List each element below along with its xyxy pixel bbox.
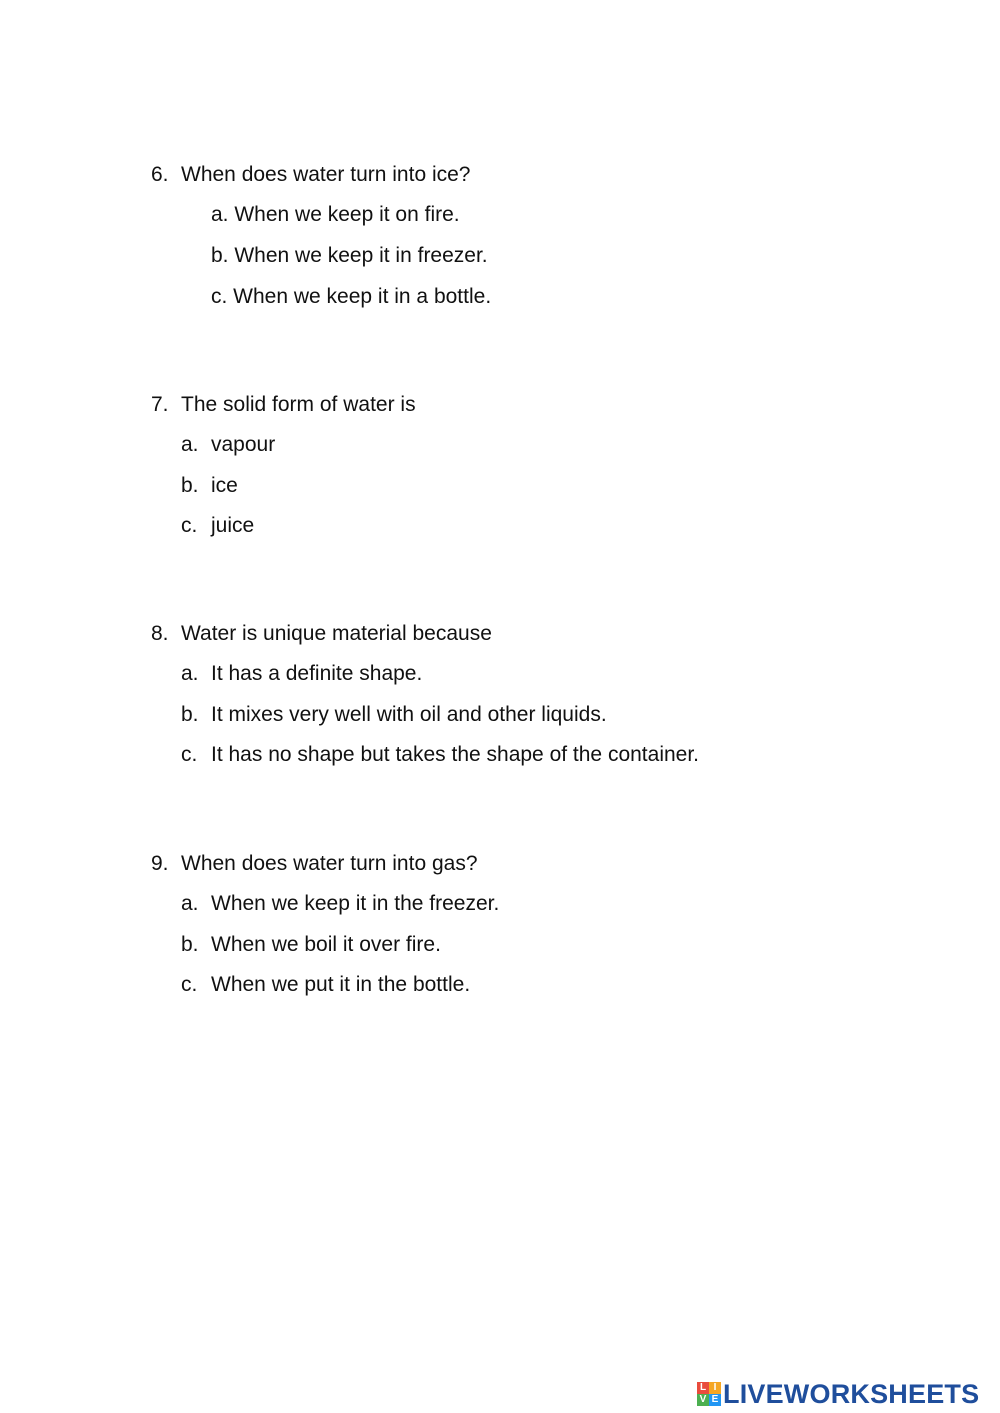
option-letter: c. (181, 514, 198, 537)
liveworksheets-logo-icon (697, 1382, 721, 1406)
option-letter: b. (181, 474, 199, 497)
liveworksheets-watermark (697, 1379, 979, 1409)
question-number: 8. (151, 622, 169, 645)
option-text: When we boil it over fire. (211, 933, 441, 956)
question-number: 6. (151, 163, 169, 186)
option-text: It mixes very well with oil and other liquids. (211, 703, 607, 726)
option-text: It has no shape but takes the shape of the container. (211, 743, 700, 766)
question-text: The solid form of water is (181, 393, 416, 416)
option-letter: b. (181, 703, 199, 726)
logo-cell-e: E (709, 1394, 721, 1406)
option-letter: b. (181, 933, 199, 956)
brand-name: LIVEWORKSHEETS (723, 1379, 980, 1409)
option-text: When we keep it in the freezer. (211, 892, 500, 915)
option-text: c. When we keep it in a bottle. (211, 285, 492, 308)
option-text: a. When we keep it on fire. (211, 203, 460, 226)
question-text: Water is unique material because (181, 622, 492, 645)
option-letter: a. (181, 433, 199, 456)
option-letter: c. (181, 973, 198, 996)
option-letter: a. (181, 662, 199, 685)
question-number: 7. (151, 393, 169, 416)
question-text: When does water turn into ice? (181, 163, 471, 186)
option-text: juice (211, 514, 255, 537)
option-letter: c. (181, 743, 198, 766)
logo-cell-l: L (697, 1382, 709, 1394)
option-text: When we put it in the bottle. (211, 973, 471, 996)
logo-cell-v: V (697, 1394, 709, 1406)
option-text: It has a definite shape. (211, 662, 423, 685)
option-text: vapour (211, 433, 276, 456)
logo-cell-i: I (709, 1382, 721, 1394)
question-number: 9. (151, 852, 169, 875)
option-text: ice (211, 474, 238, 497)
option-letter: a. (181, 892, 199, 915)
question-text: When does water turn into gas? (181, 852, 478, 875)
option-text: b. When we keep it in freezer. (211, 244, 488, 267)
